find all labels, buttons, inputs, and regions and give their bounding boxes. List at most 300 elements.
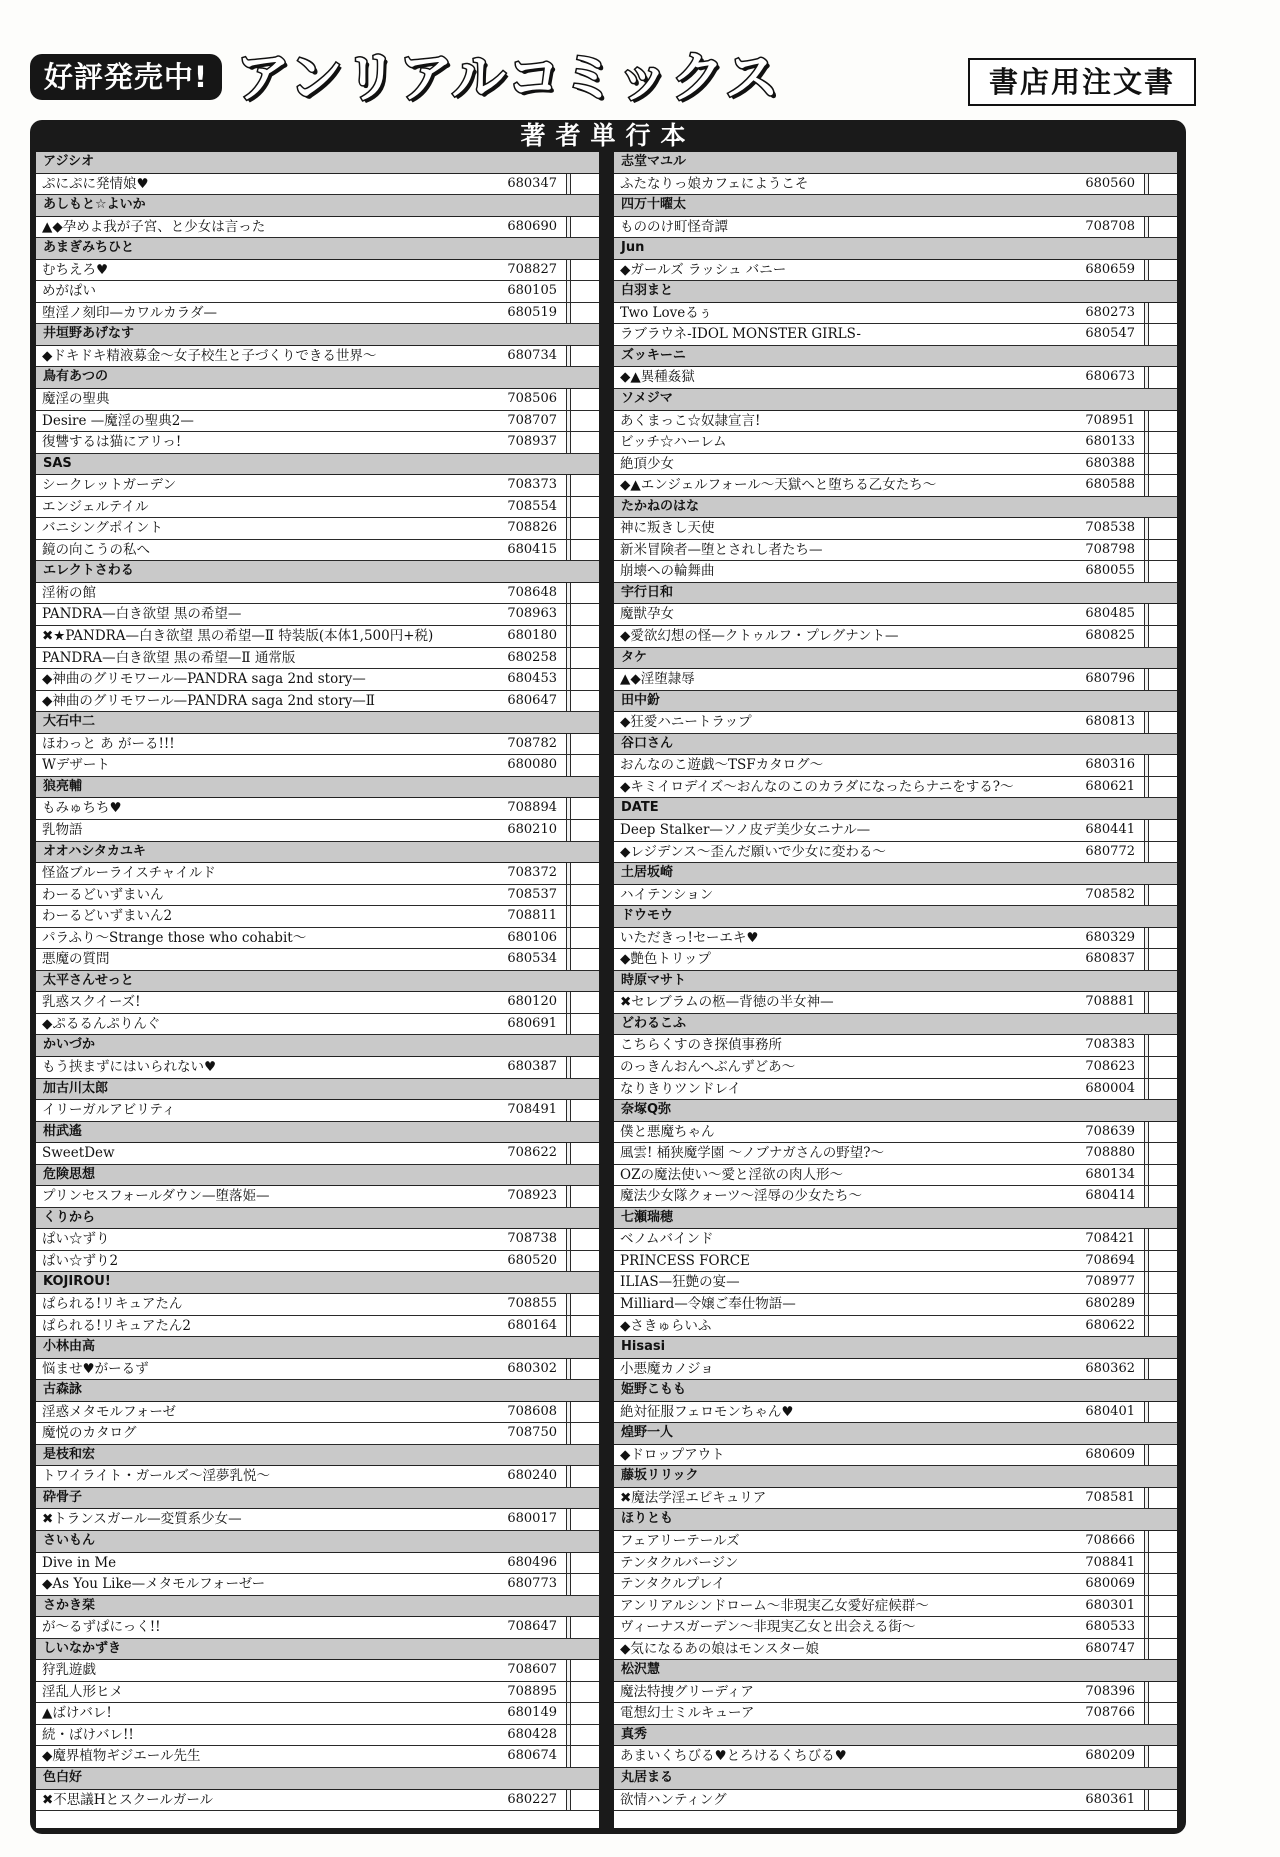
author-header: 田中鈖 [614, 691, 1177, 713]
quantity-cell[interactable] [1148, 1316, 1177, 1337]
author-header: どわるこふ [614, 1014, 1177, 1036]
quantity-cell[interactable] [1148, 992, 1177, 1013]
author-header: 古森詠 [36, 1380, 599, 1402]
book-code: 680258 [507, 649, 557, 665]
book-row [36, 1660, 599, 1682]
book-row [36, 928, 599, 950]
quantity-cell[interactable] [570, 1660, 599, 1681]
book-code: 680441 [1085, 821, 1135, 837]
book-title: プリンセスフォールダウン—堕落姫— [42, 1188, 270, 1205]
book-title: ◆レジデンス〜歪んだ願いで少女に変わる〜 [620, 843, 886, 860]
author-header: オオハシタカユキ [36, 842, 599, 864]
book-row [36, 1057, 599, 1079]
book-title: テンタクルプレイ [620, 1576, 726, 1593]
quantity-cell[interactable] [1148, 1035, 1177, 1056]
book-row [36, 820, 599, 842]
author-header: さいもん [36, 1531, 599, 1553]
book-title: 神に叛きし天使 [620, 520, 715, 537]
book-row [614, 1035, 1177, 1057]
quantity-cell[interactable] [1148, 885, 1177, 906]
book-row [36, 1790, 599, 1812]
book-row [36, 691, 599, 713]
book-title: Two Loveるぅ [620, 304, 713, 321]
book-row [36, 734, 599, 756]
book-title: もう挟まずにはいられない♥ [42, 1058, 217, 1075]
quantity-cell[interactable] [1148, 1617, 1177, 1638]
quantity-cell[interactable] [570, 303, 599, 324]
quantity-cell[interactable] [570, 411, 599, 432]
book-row [36, 1186, 599, 1208]
author-header: あまぎみちひと [36, 238, 599, 260]
quantity-cell[interactable] [570, 1057, 599, 1078]
book-code: 708937 [507, 434, 557, 450]
book-row [614, 303, 1177, 325]
book-title: めがぱい [42, 283, 96, 300]
book-code: 708647 [507, 1619, 557, 1635]
book-title: が〜るずぱにっく!! [42, 1619, 161, 1636]
book-title: 復讐するは猫にアリっ! [42, 434, 182, 451]
book-code: 680691 [507, 1015, 557, 1031]
book-row [614, 928, 1177, 950]
quantity-cell[interactable] [570, 1316, 599, 1337]
book-row [614, 885, 1177, 907]
quantity-cell[interactable] [570, 755, 599, 776]
book-title: 悩ませ♥がーるず [42, 1360, 149, 1377]
quantity-cell[interactable] [570, 540, 599, 561]
book-row [614, 1703, 1177, 1725]
quantity-cell[interactable] [570, 1725, 599, 1746]
book-title: ぱい☆ずり [42, 1231, 110, 1248]
book-code: 680105 [507, 283, 557, 299]
quantity-cell[interactable] [570, 1574, 599, 1595]
left-column [36, 152, 599, 1828]
quantity-cell[interactable] [1148, 1359, 1177, 1380]
quantity-cell[interactable] [570, 885, 599, 906]
author-header: 狼亮輔 [36, 777, 599, 799]
quantity-cell[interactable] [1148, 755, 1177, 776]
book-title: ◆ぷるるんぷりんぐ [42, 1015, 161, 1032]
book-title: パラふり〜Strange those who cohabit〜 [42, 929, 307, 946]
book-title: シークレットガーデン [42, 477, 177, 494]
quantity-cell[interactable] [570, 174, 599, 195]
book-row [36, 949, 599, 971]
quantity-cell[interactable] [570, 1703, 599, 1724]
author-header: ドウモウ [614, 906, 1177, 928]
book-title: OZの魔法使い〜愛と淫欲の肉人形〜 [620, 1166, 843, 1183]
quantity-cell[interactable] [570, 583, 599, 604]
quantity-cell[interactable] [570, 260, 599, 281]
quantity-cell[interactable] [570, 1229, 599, 1250]
quantity-cell[interactable] [1148, 604, 1177, 625]
book-title: むちえろ♥ [42, 261, 109, 278]
book-row [36, 1746, 599, 1768]
quantity-cell[interactable] [570, 734, 599, 755]
quantity-cell[interactable] [570, 1294, 599, 1315]
book-title: ◆神曲のグリモワール—PANDRA saga 2nd story— [42, 671, 366, 688]
book-code: 708648 [507, 584, 557, 600]
book-row [36, 281, 599, 303]
book-code: 708538 [1085, 520, 1135, 536]
author-header: Jun [614, 238, 1177, 260]
book-title: わーるどいずまいん [42, 886, 164, 903]
book-code: 708608 [507, 1403, 557, 1419]
book-code: 680387 [507, 1058, 557, 1074]
author-header: かいづか [36, 1035, 599, 1057]
author-header: 宇行日和 [614, 583, 1177, 605]
quantity-cell[interactable] [1148, 411, 1177, 432]
author-header: しいなかずき [36, 1639, 599, 1661]
book-title: 崩壊への輪舞曲 [620, 563, 715, 580]
book-title: ビッチ☆ハーレム [620, 434, 727, 451]
quantity-cell[interactable] [1148, 518, 1177, 539]
quantity-cell[interactable] [1148, 669, 1177, 690]
book-title: 続・ばけバレ!! [42, 1726, 134, 1743]
quantity-cell[interactable] [1148, 324, 1177, 345]
book-row [614, 367, 1177, 389]
book-code: 680302 [507, 1360, 557, 1376]
book-code: 708894 [507, 800, 557, 816]
now-on-sale-badge: 好評発売中! [30, 54, 222, 100]
quantity-cell[interactable] [570, 863, 599, 884]
book-row [36, 992, 599, 1014]
book-row [36, 389, 599, 411]
quantity-cell[interactable] [570, 928, 599, 949]
book-title: ◆ドロップアウト [620, 1446, 725, 1463]
book-code: 708639 [1085, 1123, 1135, 1139]
book-title: 絶対征服フェロモンちゃん♥ [620, 1403, 794, 1420]
quantity-cell[interactable] [1148, 777, 1177, 798]
book-code: 708841 [1085, 1554, 1135, 1570]
book-code: 680347 [507, 175, 557, 191]
book-title: PRINCESS FORCE [620, 1252, 750, 1269]
book-row [36, 1100, 599, 1122]
book-title: 魔淫の聖典 [42, 391, 110, 408]
book-row [614, 820, 1177, 842]
book-code: 680133 [1085, 434, 1135, 450]
book-row [36, 540, 599, 562]
book-row [36, 1294, 599, 1316]
book-row [36, 1509, 599, 1531]
book-row [614, 1229, 1177, 1251]
quantity-cell[interactable] [1148, 1402, 1177, 1423]
book-code: 680004 [1085, 1080, 1135, 1096]
book-title: ぱられる!リキュアたん2 [42, 1317, 192, 1334]
book-row [614, 1165, 1177, 1187]
quantity-cell[interactable] [570, 1466, 599, 1487]
book-title: 魔法特捜グリーディア [620, 1683, 754, 1700]
book-row [36, 669, 599, 691]
book-code: 680329 [1085, 929, 1135, 945]
book-row [614, 1272, 1177, 1294]
author-header: 色白好 [36, 1768, 599, 1790]
quantity-cell[interactable] [570, 1617, 599, 1638]
book-code: 680134 [1085, 1166, 1135, 1182]
quantity-cell[interactable] [1148, 949, 1177, 970]
author-header: 是枝和宏 [36, 1445, 599, 1467]
book-code: 680520 [507, 1252, 557, 1268]
book-title: なりきりツンドレイ [620, 1080, 741, 1097]
quantity-cell[interactable] [1148, 712, 1177, 733]
book-code: 708666 [1085, 1533, 1135, 1548]
author-header: あしもと☆よいか [36, 195, 599, 217]
quantity-cell[interactable] [570, 626, 599, 647]
book-row [614, 626, 1177, 648]
book-title: ◆▲エンジェルフォール〜天獄へと堕ちる乙女たち〜 [620, 477, 937, 494]
quantity-cell[interactable] [1148, 217, 1177, 238]
author-header: くりから [36, 1208, 599, 1230]
quantity-cell[interactable] [1148, 1251, 1177, 1272]
author-header: 真秀 [614, 1725, 1177, 1747]
book-code: 708750 [507, 1425, 557, 1441]
book-row [614, 540, 1177, 562]
book-title: ▲◆淫堕隷辱 [620, 671, 695, 688]
book-row [614, 324, 1177, 346]
book-title: Desire —魔淫の聖典2— [42, 412, 194, 429]
book-title: ✖トランスガール—変質系少女— [42, 1511, 242, 1528]
brand-logo: アンリアルコミックス [236, 46, 781, 109]
book-code: 708694 [1085, 1252, 1135, 1268]
book-title: 電想幻士ミルキューア [620, 1705, 755, 1722]
book-row [36, 346, 599, 368]
quantity-cell[interactable] [570, 1509, 599, 1530]
book-row [36, 411, 599, 433]
quantity-cell[interactable] [1148, 1186, 1177, 1207]
book-title: ✖魔法学淫エピキュリア [620, 1489, 767, 1506]
book-code: 680621 [1085, 778, 1135, 794]
book-title: ぱい☆ずり2 [42, 1252, 119, 1269]
book-row [614, 1617, 1177, 1639]
quantity-cell[interactable] [1148, 1703, 1177, 1724]
quantity-cell[interactable] [1148, 1596, 1177, 1617]
author-header: たかねのはな [614, 497, 1177, 519]
quantity-cell[interactable] [1148, 367, 1177, 388]
quantity-cell[interactable] [1148, 842, 1177, 863]
quantity-cell[interactable] [1148, 1272, 1177, 1293]
book-code: 708372 [507, 865, 557, 881]
book-row [614, 1531, 1177, 1553]
book-title: ◆キミイロデイズ〜おんなのこのカラダになったらナニをする?〜 [620, 778, 1014, 795]
book-title: ◆狂愛ハニートラップ [620, 714, 752, 731]
quantity-cell[interactable] [570, 1553, 599, 1574]
quantity-cell[interactable] [570, 497, 599, 518]
book-code: 680227 [507, 1791, 557, 1807]
quantity-cell[interactable] [570, 1682, 599, 1703]
book-title: テンタクルバージン [620, 1554, 739, 1571]
quantity-cell[interactable] [1148, 626, 1177, 647]
quantity-cell[interactable] [570, 1100, 599, 1121]
book-row [614, 174, 1177, 196]
quantity-cell[interactable] [570, 1746, 599, 1767]
book-row [614, 432, 1177, 454]
book-code: 708951 [1085, 412, 1135, 428]
book-title: ラブラウネ-IDOL MONSTER GIRLS- [620, 326, 861, 343]
author-header: 藤坂リリック [614, 1466, 1177, 1488]
quantity-cell[interactable] [1148, 260, 1177, 281]
book-code: 708782 [507, 735, 557, 751]
book-row [36, 497, 599, 519]
book-title: ILIAS—狂艶の宴— [620, 1274, 740, 1291]
book-code: 708554 [507, 498, 557, 514]
quantity-cell[interactable] [1148, 1294, 1177, 1315]
book-code: 680673 [1085, 369, 1135, 385]
book-title: 鏡の向こうの私へ [42, 541, 150, 558]
quantity-cell[interactable] [570, 1790, 599, 1811]
book-code: 708963 [507, 606, 557, 622]
book-row [36, 1229, 599, 1251]
book-row [614, 777, 1177, 799]
book-code: 680055 [1085, 563, 1135, 579]
book-row [614, 1316, 1177, 1338]
quantity-cell[interactable] [570, 346, 599, 367]
quantity-cell[interactable] [570, 389, 599, 410]
book-title: Wデザート [42, 757, 110, 774]
quantity-cell[interactable] [570, 648, 599, 669]
book-row [614, 1294, 1177, 1316]
book-code: 680837 [1085, 951, 1135, 967]
quantity-cell[interactable] [1148, 1445, 1177, 1466]
book-title: ほわっと あ がーる!!! [42, 735, 175, 752]
quantity-cell[interactable] [1148, 1143, 1177, 1164]
author-header: エレクトさわる [36, 561, 599, 583]
book-title: ✖★PANDRA—白き欲望 黒の希望—Ⅱ 特装版(本体1,500円+税) [42, 628, 434, 645]
book-title: こちらくすのき探偵事務所 [620, 1037, 782, 1054]
book-title: ◆魔界植物ギジエール先生 [42, 1748, 201, 1765]
quantity-cell[interactable] [1148, 1165, 1177, 1186]
book-code: 680316 [1085, 757, 1135, 773]
book-title: 淫惑メタモルフォーゼ [42, 1403, 177, 1420]
quantity-cell[interactable] [570, 992, 599, 1013]
book-code: 708491 [507, 1102, 557, 1118]
book-row [614, 260, 1177, 282]
book-row [614, 1790, 1177, 1812]
quantity-cell[interactable] [570, 1143, 599, 1164]
book-row [614, 842, 1177, 864]
book-title: ◆さきゅらいふ [620, 1317, 712, 1334]
quantity-cell[interactable] [1148, 1531, 1177, 1552]
book-row [36, 1143, 599, 1165]
author-header: 鳥有あつの [36, 367, 599, 389]
book-code: 680622 [1085, 1317, 1135, 1333]
book-title: ◆気になるあの娘はモンスター娘 [620, 1640, 819, 1657]
quantity-cell[interactable] [1148, 1682, 1177, 1703]
book-row [36, 1725, 599, 1747]
book-row [36, 1466, 599, 1488]
book-code: 680388 [1085, 455, 1135, 471]
book-row [36, 1014, 599, 1036]
quantity-cell[interactable] [570, 1014, 599, 1035]
quantity-cell[interactable] [570, 691, 599, 712]
quantity-cell[interactable] [1148, 1488, 1177, 1509]
quantity-cell[interactable] [1148, 540, 1177, 561]
book-code: 708607 [507, 1662, 557, 1678]
book-row [36, 432, 599, 454]
quantity-cell[interactable] [1148, 303, 1177, 324]
quantity-cell[interactable] [570, 604, 599, 625]
book-title: ▲ばけバレ! [42, 1705, 112, 1722]
book-row [36, 1359, 599, 1381]
quantity-cell[interactable] [570, 1251, 599, 1272]
quantity-cell[interactable] [570, 1359, 599, 1380]
book-code: 680289 [1085, 1295, 1135, 1311]
quantity-cell[interactable] [570, 820, 599, 841]
book-title: ✖不思議Hとスクールガール [42, 1791, 214, 1808]
book-title: アンリアルシンドローム〜非現実乙女愛好症候群〜 [620, 1597, 929, 1614]
book-row [36, 1682, 599, 1704]
book-title: もののけ町怪奇譚 [620, 218, 728, 235]
quantity-cell[interactable] [570, 217, 599, 238]
author-header: 柑武遙 [36, 1122, 599, 1144]
quantity-cell[interactable] [1148, 1122, 1177, 1143]
quantity-cell[interactable] [1148, 432, 1177, 453]
book-title: バニシングポイント [42, 520, 163, 537]
book-code: 680415 [507, 541, 557, 557]
quantity-cell[interactable] [570, 1402, 599, 1423]
book-row [614, 1143, 1177, 1165]
quantity-cell[interactable] [1148, 1057, 1177, 1078]
quantity-cell[interactable] [1148, 1553, 1177, 1574]
quantity-cell[interactable] [570, 669, 599, 690]
book-code: 680180 [507, 628, 557, 644]
quantity-cell[interactable] [1148, 475, 1177, 496]
quantity-cell[interactable] [1148, 820, 1177, 841]
book-code: 680690 [507, 218, 557, 234]
quantity-cell[interactable] [1148, 1079, 1177, 1100]
book-code: 680547 [1085, 326, 1135, 342]
quantity-cell[interactable] [1148, 1229, 1177, 1250]
quantity-cell[interactable] [1148, 1639, 1177, 1660]
book-title: 絶頂少女 [620, 455, 674, 472]
book-code: 708707 [507, 412, 557, 428]
book-title: 魔獣孕女 [620, 606, 674, 623]
book-code: 708811 [507, 908, 557, 924]
quantity-cell[interactable] [1148, 1746, 1177, 1767]
book-title: トワイライト・ガールズ〜淫夢乳悦〜 [42, 1468, 271, 1485]
author-header: ほりとも [614, 1509, 1177, 1531]
book-title: ◆▲異種姦獄 [620, 369, 695, 386]
quantity-cell[interactable] [570, 475, 599, 496]
book-code: 680609 [1085, 1446, 1135, 1462]
author-header: KOJIROU! [36, 1272, 599, 1294]
quantity-cell[interactable] [570, 906, 599, 927]
book-code: 680825 [1085, 628, 1135, 644]
quantity-cell[interactable] [1148, 454, 1177, 475]
book-title: エンジェルテイル [42, 498, 149, 515]
book-code: 708623 [1085, 1058, 1135, 1074]
quantity-cell[interactable] [570, 518, 599, 539]
quantity-cell[interactable] [570, 1186, 599, 1207]
book-code: 680362 [1085, 1360, 1135, 1376]
quantity-cell[interactable] [1148, 928, 1177, 949]
quantity-cell[interactable] [570, 798, 599, 819]
quantity-cell[interactable] [1148, 1790, 1177, 1811]
quantity-cell[interactable] [570, 1423, 599, 1444]
book-title: ◆ガールズ ラッシュ バニー [620, 261, 787, 278]
book-row [614, 755, 1177, 777]
book-row [36, 755, 599, 777]
book-row [614, 669, 1177, 691]
quantity-cell[interactable] [570, 281, 599, 302]
author-header: 志堂マユル [614, 152, 1177, 174]
quantity-cell[interactable] [1148, 174, 1177, 195]
quantity-cell[interactable] [570, 949, 599, 970]
book-row [614, 604, 1177, 626]
quantity-cell[interactable] [1148, 561, 1177, 582]
book-row [614, 475, 1177, 497]
book-title: わーるどいずまいん2 [42, 908, 173, 925]
quantity-cell[interactable] [1148, 1574, 1177, 1595]
book-code: 708923 [507, 1188, 557, 1204]
quantity-cell[interactable] [570, 432, 599, 453]
